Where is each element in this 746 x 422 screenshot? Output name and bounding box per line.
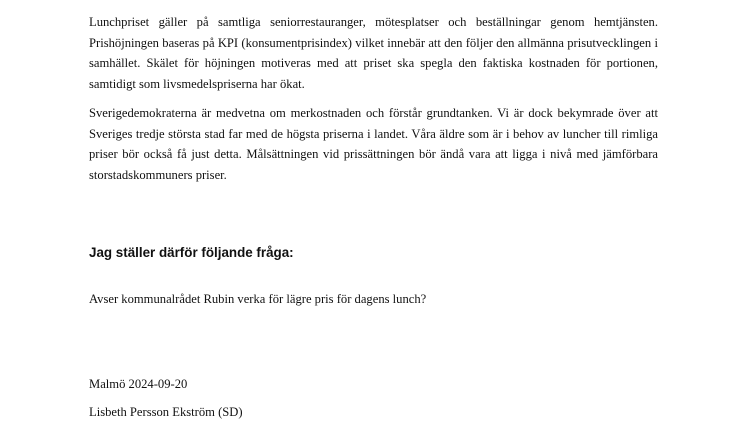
signature: Lisbeth Persson Ekström (SD) xyxy=(89,405,243,419)
place-date: Malmö 2024-09-20 xyxy=(89,377,188,391)
question-heading: Jag ställer därför följande fråga: xyxy=(89,245,294,260)
paragraph-lunch-price: Lunchpriset gäller på samtliga seniorrestauranger, mötesplatser och beställningar genom hemtjänsten. Prishöjningen baseras på KPI (konsumentprisindex) vilket innebär att den följer den allmänna prisutvecklingen i samhället. Skälet för höjningen motiveras med att priset ska spegla den faktiska kostnaden för portionen, samtidigt som livsmedelspriserna har ökat. xyxy=(89,15,658,91)
paragraph-sd-position: Sverigedemokraterna är medvetna om merkostnaden och förstår grundtanken. Vi är dock bekymrade över att Sveriges tredje största stad far med de högsta priserna i landet. Våra äldre som är i behov av luncher till rimliga priser bör också få just detta. Målsättningen vid prissättningen bör ändå vara att ligga i nivå med jämförbara storstadskommuners priser. xyxy=(89,106,658,182)
question-text: Avser kommunalrådet Rubin verka för lägre pris för dagens lunch? xyxy=(89,292,427,306)
